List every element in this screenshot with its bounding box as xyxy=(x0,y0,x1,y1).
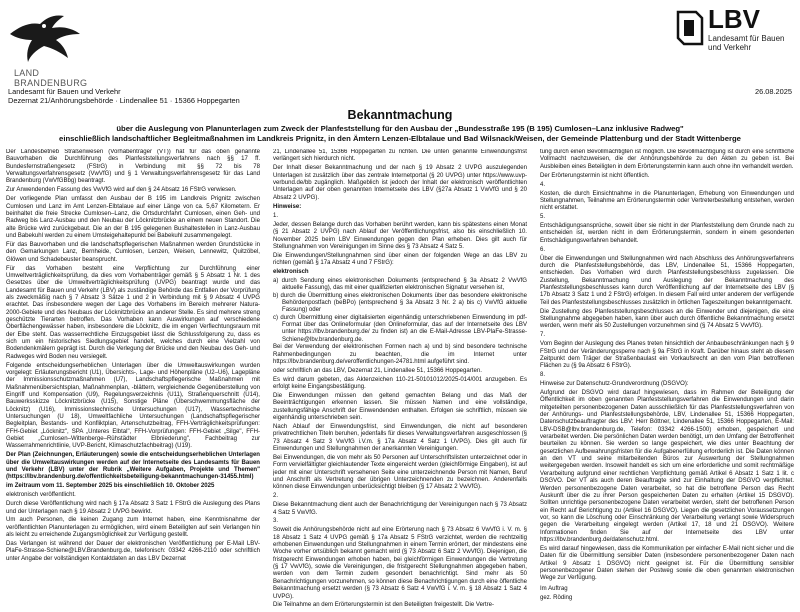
paragraph: Die Einwendungen müssen den geltend gemachten Belang und das Maß der Beeinträchtigungen erkennen lassen. Sie müssen Namen und eine vollständige, zustellungsfähige Anschrift der Einwendenden enthalten. Erfolgen sie schriftlich, müssen sie eigenhändig unterschrieben sein. xyxy=(273,393,527,422)
paragraph: Der Inhalt dieser Bekanntmachung und der nach § 19 Absatz 2 UVPG auszulegenden Unterlagen ist zusätzlich über das zentrale Internetportal (§ 20 UVPG) unter https://www.uvp-verbund.de/bb zugänglich. Maßgeblich ist jedoch der Inhalt der elektronisch veröffentlichten Unterlagen auf der oben genannten Internetseite des LBV (§27a Absatz 1 VwVfG und § 20 Absatz 2 UVPG). xyxy=(273,165,527,201)
paragraph: Die Zustellung des Planfeststellungsbeschlusses an die Einwender und diejenigen, die eine Stellungnahme abgegeben haben, kann über auch durch öffentliche Bekanntmachung ersetzt werden, wenn mehr als 50 Zustellungen vorzunehmen sind (§ 74 Absatz 5 VwVfG). xyxy=(540,308,794,330)
paragraph: Durch diese Veröffentlichung wird nach § 17a Absatz 3 Satz 1 FStrG die Auslegung des Plans und der Unterlagen nach § 19 Absatz 2 UVPG bewirkt. xyxy=(6,501,260,515)
lbv-subtitle-line-2: und Verkehr xyxy=(708,43,752,52)
signature-name: gez. Röding xyxy=(540,594,573,601)
paragraph: Die Teilnahme an dem Erörterungstermin ist den Beteiligten freigestellt. Die Vertre- xyxy=(273,602,495,609)
brandenburg-eagle-logo xyxy=(6,4,96,88)
paragraph: Diese Bekanntmachung dient auch der Benachrichtigung der Vereinigungen nach § 73 Absatz 4 Satz 5 VwVfG. xyxy=(273,502,527,516)
subtitle-line-2: einschließlich landschaftlicher Begleitmaßnahmen im Landkreis Prignitz, in den Ämtern Lenzen-Elbtalaue und Bad Wilsnack/Weisen, der Gemeinde Plattenburg und der Stadt Wittenberge xyxy=(59,133,741,143)
section-number: 2. xyxy=(273,493,279,500)
paragraph: Bei der Verwendung der elektronischen Formen nach a) und b) sind besondere technische Rahmenbedingungen zu beachten, die im Internet unter https://lbv.brandenburg.de/veroffentlichungen-24781.html aufgeführt sind. xyxy=(273,344,527,365)
paragraph: Für das Vorhaben besteht eine Verpflichtung zur Durchführung einer Umweltverträglichkeitsprüfung, da dies vom Vorhabenträger gemäß § 5 Absatz 1 Nr. 1 des Gesetzes über die Umweltverträglichkeitsprüfung (UVPG) beantragt wurde und das Landesamt für Bauen und Verkehr (LBV) als zuständige Behörde das Entfallen der Vorprüfung als zweckmäßig nach § 7 Absatz 3 Sätze 1 und 2 in Verbindung mit § 9 Absatz 4 UVPG erachtet. Das insbesondere wegen der Lage des Vorhabens im Bereich mehrerer Natura-2000-Gebiete und des Neubaus der Löcknitzbrücke an anderer Stelle. Es sind mehrere streng geschützte Tierarten betroffen. Das Vorhaben kann Auswirkungen auf verschiedene Oberflächengewässer haben, insbesondere die Löcknitz, die im engen Verflechtungsraum mit der Elbe steht. Das wasserrechtliche Einzugsgebiet lässt die Schlussfolgerung zu, dass es sich um ein historisches Siedlungsgebiet handelt, welches durch eine Vielzahl von Bodendenkmälern geprägt ist. Durch die Verlegung der Brücke und den Neubau des Geh- und Radweges wird Boden neu versiegelt. xyxy=(6,265,260,360)
paragraph: Die Einwendungen/Stellungnahmen sind über einen der folgenden Wege an das LBV zu richten (gemäß § 17a Absatz 4 und 7 FStrG): xyxy=(273,252,527,267)
paragraph: Der vorliegende Plan umfasst den Ausbau der B 195 im Landkreis Prignitz zwischen Cumlosen und Lanz im Amt Lenzen-Elbtalaue auf einer Länge von ca. 5,67 Kilometern. Er beinhaltet die freie Strecke Cumlosen–Lanz, die Ortsdurchfahrt Cumlosen, einen Geh- und Radweg bis Lanz-Ausbau und den Neubau der Löcknitzbrücke an einem neuen Standort. Die alte Brücke wird zurückgebaut. Die an der B 195 gelegenen Bushaltestellen in Lanz-Ausbau und Babekuhl werden zu einem Umsteigehaltepunkt bei Babekuhl zusammengelegt. xyxy=(6,196,260,239)
notice-date: 26.08.2025 xyxy=(755,87,792,96)
subtitle-line-1: über die Auslegung von Planunterlagen zum Zweck der Planfeststellung für den Ausbau der „Bundesstraße 195 (B 195) Cumlosen–Lanz inklusive Radweg" xyxy=(116,124,684,133)
paragraph: Nach Ablauf der Einwendungsfrist, sind Einwendungen, die nicht auf besonderen privatrechtlichen Titeln beruhen, jedenfalls für dieses Verwaltungsverfahren ausgeschlossen (§ 73 Absatz 4 Satz 3 VwVfG i.V.m. § 17a Absatz 4 Satz 1 UVPG). Dies gilt auch für Einwendungen und Stellungnahmen der anerkannten Vereinigungen. xyxy=(273,423,527,452)
paragraph: Für das Bauvorhaben und die landschaftspflegerischen Maßnahmen werden Grundstücke in den Gemarkungen Lanz, Bernheide, Cumlosen, Lenzen, Weisen, Lennewitz, Quitzöbel, Glöwen und Schadebeuster beansprucht. xyxy=(6,241,260,263)
list-item: a) durch Sendung eines elektronischen Dokuments (entsprechend § 3a Absatz 2 VwVfG aktuelle Fassung), das mit einer qualifizierten elektronischen Signatur versehen ist, xyxy=(273,278,527,292)
paragraph: Es wird darauf hingewiesen, dass die Kommunikation per einfacher E-Mail nicht sicher und die Daten für die Übermittlung sensibler Daten (insbesondere personenbezogener Daten nach Artikel 9 Absatz 1 DSGVO) nicht geeignet ist. Für die Übermittlung sensibler personenbezogener Daten stehen der Postweg sowie die oben genannten elektronischen Wege zur Verfügung. xyxy=(540,545,794,582)
paragraph: Der Erörterungstermin ist nicht öffentlich. xyxy=(540,172,650,179)
list-item: c) durch Übermittlung einer digitalisierten eigenhändig unterschriebenen Einwendung im pdf-Format über das Onlineformular (den Onlineformular, das auf der Internetseite des LBV unter https://lbv.brandenburg.de/ zu finden ist) an die E-Mail-Adresse LBV-PlaFe-Strasse-Schiene@lbv.brandenburg.de. xyxy=(273,314,527,343)
section-number: 5. xyxy=(540,214,546,221)
text-column-2 xyxy=(273,149,527,609)
lbv-subtitle-line-1: Landesamt für Bauen xyxy=(708,34,785,43)
section-number: 3. xyxy=(273,518,279,525)
paragraph: Bei Einwendungen, die von mehr als 50 Personen auf Unterschriftslisten unterzeichnet oder in Form vervielfältigter gleichlautender Texte eingereicht werden (gleichförmige Eingaben), ist auf jeder mit einer Unterschrift versehenen Seite eine unterzeichnende Person mit Namen, Beruf und Anschrift als Vertretung der übrigen Unterzeichnenden zu bezeichnen. Anderenfalls können diese Einwendungen unberücksichtigt bleiben (§ 17 Absatz 2 VwVfG). xyxy=(273,454,527,491)
lbv-logo-title: LBV xyxy=(708,4,760,34)
section-heading: Hinweise: xyxy=(273,204,302,210)
lbv-logo xyxy=(674,6,794,52)
paragraph: Kosten, die durch Einsichtnahme in die Planunterlagen, Erhebung von Einwendungen und Stellungnahmen, Teilnahme am Erörterungstermin oder Vertreterbestellung entstehen, werden nicht erstattet. xyxy=(540,190,794,212)
section-number: 8. xyxy=(540,372,546,379)
section-number: 4. xyxy=(540,181,546,188)
sender-address xyxy=(8,87,240,105)
paragraph: tung durch einen Bevollmächtigten ist möglich. Die Bevollmächtigung ist durch eine schriftliche Vollmacht nachzuweisen, die der Anhörungsbehörde zu den Akten zu geben ist. Bei Ausbleiben eines Beteiligten in dem Erörterungstermin kann auch ohne ihn verhandelt werden. xyxy=(540,149,794,170)
paragraph: Der Landesbetrieb Straßenwesen (Vorhabenträger (VT)) hat für das oben genannte Bauvorhaben die Durchführung des Planfeststellungsverfahrens nach §§ 17 ff. Bundesfernstraßengesetz (FStrG) in Verbindung mit §§ 72 bis 78 Verwaltungsverfahrensgesetz (VwVfG) und § 1 Verwaltungsverfahrensgesetz für das Land Brandenburg (VwVfGBbg) beantragt. xyxy=(6,149,260,185)
lbv-mark-icon xyxy=(674,8,704,48)
paragraph: Vom Beginn der Auslegung des Planes treten hinsichtlich der Anbaubeschränkungen nach § 9 FStrG und der Veränderungssperre nach § 9a FStrG in Kraft. Darüber hinaus steht ab diesem Zeitpunkt dem Träger der Straßenbaulast ein Vorkaufsrecht an den vom Plan betroffenen Flächen zu (§ 9a Absatz 6 FStrG). xyxy=(540,341,794,370)
lbv-logo-subtitle xyxy=(708,34,785,52)
paragraph: oder schriftlich an das LBV, Dezernat 21, Lindenallee 51, 15366 Hoppegarten. xyxy=(273,367,482,374)
text-column-3 xyxy=(540,149,794,609)
section-number: 6. xyxy=(540,246,546,253)
paragraph: Soweit die Anhörungsbehörde nicht auf eine Erörterung nach § 73 Absatz 6 VwVfG i. V. m. § 18 Absatz 1 Satz 4 UVPG gemäß § 17a Absatz 5 FStrG verzichtet, werden die rechtzeitig erhobenen Einwendungen und Stellungnahmen in einem Termin erörtert, der mindestens eine Woche vorher ortsüblich bekannt gemacht wird (§ 73 Absatz 6 Satz 2 VwVfG). Diejenigen, die fristgerecht Einwendungen erhoben haben, bei gleichförmigen Einwendungen die Vertretung (§ 17 VwVfG), sowie die Vereinigungen, die fristgerecht Stellungnahmen abgegeben haben, werden von dem Termin zudem gesondert benachrichtigt. Sind mehr als 50 Benachrichtigungen vorzunehmen, so können diese Benachrichtigungen durch eine öffentliche Bekanntmachung ersetzt werden (§ 73 Absatz 6 Satz 4 VwVfG i. V. m. § 18 Absatz 1 Satz 4 UVPG). xyxy=(273,527,527,600)
section-heading: Hinweise zur Datenschutz-Grundverordnung (DSGVO): xyxy=(540,381,689,388)
sender-line-2: Dezernat 21/Anhörungsbehörde · Lindenallee 51 · 15366 Hoppegarten xyxy=(8,96,240,106)
paragraph: 21, Lindenallee 51, 15366 Hoppegarten zu richten. Die unten genannte Einwendungsfrist verlängert sich hierdurch nicht. xyxy=(273,149,527,163)
brandenburg-logo-text: LAND BRANDENBURG xyxy=(14,68,88,88)
paragraph: Um auch Personen, die keinen Zugang zum Internet haben, eine Kenntnisnahme der veröffentlichten Planunterlagen zu ermöglichen, wird einem Beteiligten auf sein Verlangen hin als leicht zu erreichende Zugangsmöglichkeit zur Verfügung gestellt. xyxy=(6,517,260,539)
page-subtitle xyxy=(6,124,794,143)
paragraph: Folgende entscheidungserheblichen Unterlagen über die Umweltauswirkungen wurden vorgelegt: Erläuterungsbericht (U1), Übersichts-, Lage- und Höhenpläne (U2–U6), Lagepläne der Immissionsschutzmaßnahmen (U7), Landschaftspflegerische Maßnahmen mit Maßnahmenübersichtsplan, Maßnahmenplan, -blättern, vergleichende Gegenüberstellung von Eingriff und Kompensation (U9), Regelungsverzeichnis (U11), Straßenquerschnitt (U14), Bauwerksskizze Löcknitzbrücke (U15), Sonstige Pläne (Überschwemmungsfläche der Löcknitz) (U16), Immissionstechnische Untersuchungen (U17), Wassertechnische Untersuchungen (U 18), Umweltfachliche Untersuchungen (Landschaftspflegerischer Begleitplan, Bestands- und Konfliktplan, Artenschutzbeitrag, FFH-Verträglichkeitsprüfungen: FFH-Gebiet „Löcknitz", SPA „Unteres Elbtal", FFH-Vorprüfungen: FFH-Gebiet „Silge", FFH-Gebiet „Cumlosen–Wittenberge–Rühstädter Elbniederung", Fachbeitrag zur Wasserrahmenrichtlinie, UVP-Bericht, Klimaschutzfachbeitrag) (U19). xyxy=(6,362,260,450)
page-title: Bekanntmachung xyxy=(347,108,453,122)
section-number: 7. xyxy=(540,332,546,339)
paragraph: Der Plan (Zeichnungen, Erläuterungen) sowie die entscheidungserheblichen Unterlagen über die Umweltauswirkungen werden auf der Internetseite des Landesamts für Bauen und Verkehr (LBV) unter der Rubrik „Weitere Aufgaben, Projekte und Themen" (https://lbv.brandenburg.de/offentlichkeitsbeteiligung-bekanntmachungen-31455.html) xyxy=(6,452,260,481)
sender-line-1: Landesamt für Bauen und Verkehr xyxy=(8,87,121,96)
paragraph: Es wird darum gebeten, das Aktenzeichen 110-21-50101012/2025-014/001 anzugeben. Es erfolgt keine Eingangsbestätigung. xyxy=(273,376,527,391)
list-item: b) durch die Übermittlung eines elektronischen Dokuments über das besondere elektronische Behördenpostfach (beBPo) (entsprechend § 3a Absatz 3 Nr. 2 a) bis c) VwVfG aktuelle Fassung) oder xyxy=(273,292,527,314)
paragraph: Zur Anwendenden Fassung des VwVfG wird auf den § 24 Absatz 16 FStrG verwiesen. xyxy=(6,187,237,194)
paragraph: Das Verlangen ist während der Dauer der elektronischen Veröffentlichung per E-Mail LBV-PlaFe-Strasse-Schiene@LBV.Brandenburg.de, telefonisch: 03342 4266-2110 oder schriftlich unter Angabe der vollständigen Kontaktdaten an das LBV Dezernat xyxy=(6,541,260,562)
section-number: 1. xyxy=(273,212,279,219)
paragraph: elektronisch xyxy=(273,269,309,276)
paragraph: Über die Einwendungen und Stellungnahmen wird nach Abschluss des Anhörungsverfahrens durch die Planfeststellungsbehörde, das LBV, Lindenallee 51, 15366 Hoppegarten, entschieden. Das Vorhaben wird durch Planfeststellungsbeschluss zugelassen. Die Zustellung, Bekanntmachung und Auslegung der Bekanntmachung des Planfeststellungsbeschlusses kann durch Veröffentlichung auf der Internetseite des LBV (§ 17b Absatz 3 Satz 1 und 2 FStrG) erfolgen. In diesem Fall wird unter anderem der verfügende Teil des Planfeststellungsbeschlusses zusätzlich in örtlichen Tageszeitungen bekanntgemacht. xyxy=(540,255,794,306)
text-column-1 xyxy=(6,149,260,609)
paragraph: Aufgrund der DSGVO wird darauf hingewiesen, dass im Rahmen der Beteiligung der Öffentlichkeit im oben genannten Planfeststellungsverfahren die Einwendungen und darin mitgeteilten personenbezogenen Daten ausschließlich für das Planfeststellungsverfahren von der Anhörungs- und Planfeststellungsbehörde, LBV, Lindenallee 51, 15366 Hoppegarten, Datenschutzbeauftragter des LBV: Herr Böttner, Lindenallee 51, 15366 Hoppegarten, E-Mail: LBV-DSB@lbv.brandenburg.de, Telefon: 03342 4266-1500) erhoben, gespeichert und verarbeitet werden. Die persönlichen Daten werden benötigt, um den Umfang der Betroffenheit beurteilen zu können. Sie werden so lange gespeichert, wie dies unter Beachtung der gesetzlichen Aufbewahrungsfristen für die Aufgabenerfüllung erforderlich ist. Die Daten können an den VT und seine mitarbeitenden Büros zur Auswertung der Stellungnahmen weitergegeben werden. Insoweit handelt es sich um eine erforderliche und somit rechtmäßige Verarbeitung aufgrund einer rechtlichen Verpflichtung gemäß Artikel 6 Absatz 1 Satz 1 lit. c DSGVO. Der VT als auch deren Beauftragte sind zur Einhaltung der DSGVO verpflichtet. Werden personenbezogene Daten verarbeitet, so hat die betroffene Person das Recht Auskunft über die zu ihrer Person gespeicherten Daten zu erhalten (Artikel 15 DSGVO). Sollten unrichtige personenbezogene Daten verarbeitet werden, steht der betroffenen Person ein Recht auf Berichtigung zu (Artikel 16 DSGVO). Liegen die gesetzlichen Voraussetzungen vor, so kann die Löschung oder Einschränkung der Verarbeitung verlangt sowie Widerspruch gegen die Verarbeitung eingelegt werden (Artikel 17, 18 und 21 DSGVO). Weitere Informationen finden Sie auf der Internetseite des LBV unter https://lbv.brandenburg.de/datenschutz.html. xyxy=(540,390,794,543)
signature-line: Im Auftrag xyxy=(540,585,568,592)
paragraph: elektronisch veröffentlicht. xyxy=(6,492,76,499)
paragraph: Jeder, dessen Belange durch das Vorhaben berührt werden, kann bis spätestens einen Monat (§ 21 Absatz 2 UVPG) nach Ablauf der Veröffentlichungsfrist, also bis einschließlich 10. November 2025 beim LBV Einwendungen gegen den Plan erheben. Dies gilt auch für Stellungnahmen von Vereinigungen im Sinne des § 73 Absatz 4 Satz 5. xyxy=(273,221,527,250)
eagle-icon xyxy=(6,4,96,66)
publication-period: im Zeitraum vom 11. September 2025 bis einschließlich 10. Oktober 2025 xyxy=(6,483,215,490)
paragraph: Entschädigungsansprüche, soweit über sie nicht in der Planfeststellung dem Grunde nach zu entscheiden ist, werden nicht in dem Erörterungstermin, sondern in einem gesonderten Entschädigungsverfahren behandelt. xyxy=(540,223,794,244)
